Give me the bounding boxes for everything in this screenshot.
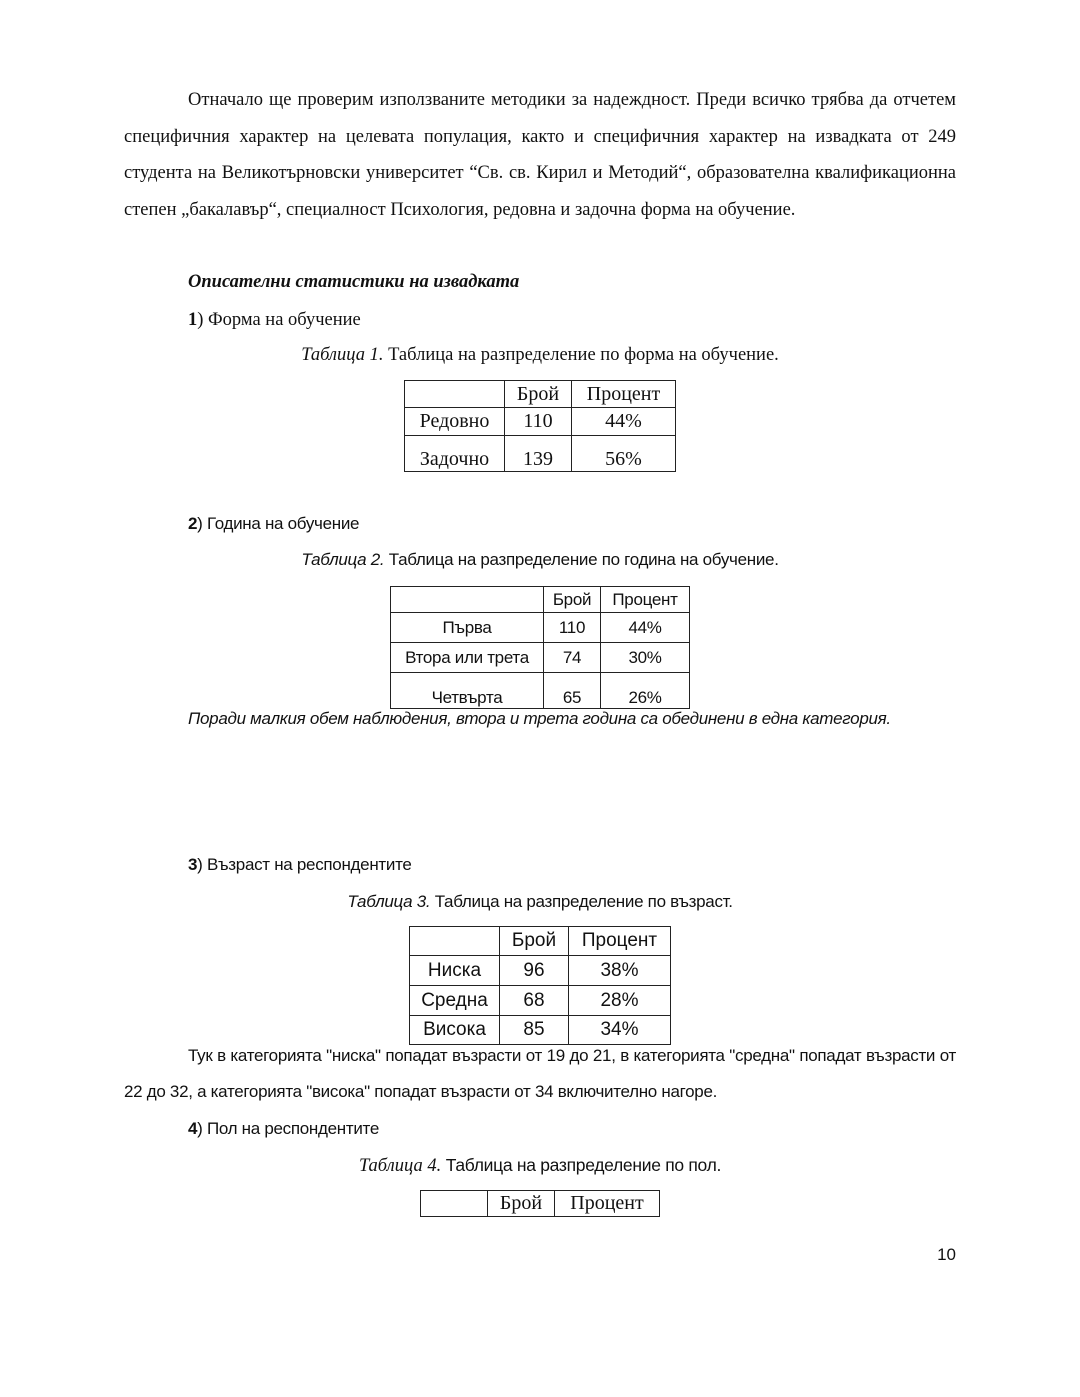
- table-row: [410, 986, 671, 1016]
- table-cell: Ниска: [410, 956, 500, 986]
- age-explanation: Тук в категорията "ниска" попадат възрасти от 19 до 21, в категорията "средна" попадат възрасти от 22 до 32, а категорията "висока" попадат възрасти от 34 включително нагоре.: [124, 1046, 956, 1101]
- table2-caption-text: Таблица на разпределение по година на обучение.: [384, 550, 779, 569]
- table-cell: 38%: [569, 956, 671, 986]
- table-cell: Задочно: [405, 436, 505, 472]
- table-cell: 110: [544, 613, 601, 643]
- table-header-row: [410, 927, 671, 956]
- table-header-cell: [405, 381, 505, 408]
- table-row: [391, 673, 690, 709]
- table-header-cell: Процент: [601, 587, 690, 613]
- table-row: [391, 613, 690, 643]
- table-cell: 139: [505, 436, 572, 472]
- table1-caption: [0, 345, 1080, 366]
- table1-caption-label: Таблица 1.: [301, 345, 384, 365]
- table4-caption-text: Таблица на разпределение по пол.: [441, 1155, 722, 1175]
- table-cell: Висока: [410, 1016, 500, 1045]
- table1-caption-text: Таблица на разпределение по форма на обучение.: [383, 345, 779, 365]
- section3-heading: [188, 855, 412, 875]
- section2-heading: [188, 514, 359, 534]
- table-header-cell: Процент: [572, 381, 676, 408]
- section3-number: 3: [188, 855, 198, 874]
- section-heading: Описателни статистики на извадката: [188, 272, 520, 292]
- table-header-cell: [391, 587, 544, 613]
- table2-caption: [0, 550, 1080, 570]
- table-cell: 56%: [572, 436, 676, 472]
- table-cell: Първа: [391, 613, 544, 643]
- table-row: [405, 436, 676, 472]
- table1: [404, 380, 676, 472]
- table4-caption-label: Таблица 4.: [358, 1156, 442, 1176]
- page-number: 10: [937, 1245, 956, 1264]
- table3-caption-label: Таблица 3.: [347, 892, 431, 911]
- table-cell: 96: [500, 956, 569, 986]
- table-cell: 34%: [569, 1016, 671, 1045]
- section4-heading: [188, 1119, 379, 1139]
- table-row: [410, 956, 671, 986]
- table-cell: 28%: [569, 986, 671, 1016]
- table-cell: 44%: [572, 408, 676, 436]
- table-header-cell: Процент: [569, 927, 671, 956]
- table-header-row: [421, 1191, 660, 1217]
- table4: [420, 1190, 660, 1217]
- section1-number: 1: [188, 310, 198, 330]
- table-cell: 74: [544, 643, 601, 673]
- table-header-row: [391, 587, 690, 613]
- table-cell: Средна: [410, 986, 500, 1016]
- table3: [409, 926, 671, 1045]
- section1-heading: [188, 310, 361, 331]
- table-row: [391, 643, 690, 673]
- section3-title: ) Възраст на респондентите: [197, 855, 412, 874]
- section2-number: 2: [188, 514, 198, 533]
- table-header-cell: [421, 1191, 488, 1217]
- table2-caption-label: Таблица 2.: [301, 550, 385, 569]
- table-cell: 68: [500, 986, 569, 1016]
- section2-title: ) Година на обучение: [197, 514, 360, 533]
- table-cell: 110: [505, 408, 572, 436]
- table-header-cell: [410, 927, 500, 956]
- table-header-cell: Брой: [488, 1191, 555, 1217]
- table-header-cell: Брой: [500, 927, 569, 956]
- table2-note: Поради малкия обем наблюдения, втора и трета година са обединени в една категория.: [188, 709, 891, 728]
- table-cell: 26%: [601, 673, 690, 709]
- section1-title: ) Форма на обучение: [197, 310, 361, 330]
- table-cell: 65: [544, 673, 601, 709]
- table-cell: Втора или трета: [391, 643, 544, 673]
- table-header-cell: Брой: [544, 587, 601, 613]
- table3-caption: [0, 892, 1080, 912]
- table-cell: Редовно: [405, 408, 505, 436]
- intro-paragraph: Отначало ще проверим използваните методики за надеждност. Преди всичко трябва да отчетем специфичния характер на целевата популация, както и специфичния характер на извадката от 249 студента на Великотърновски университет “Св. св. Кирил и Методий“, образователна квалификационна степен „бакалавър“, специалност Психология, редовна и задочна форма на обучение.: [124, 90, 956, 220]
- table2: [390, 586, 690, 709]
- table-header-row: [405, 381, 676, 408]
- table-cell: 30%: [601, 643, 690, 673]
- table-header-cell: Брой: [505, 381, 572, 408]
- table-cell: 85: [500, 1016, 569, 1045]
- table-cell: 44%: [601, 613, 690, 643]
- table-header-cell: Процент: [555, 1191, 660, 1217]
- section4-title: ) Пол на респондентите: [197, 1119, 380, 1138]
- table4-caption: [0, 1155, 1080, 1177]
- section4-number: 4: [188, 1119, 198, 1138]
- table-cell: Четвърта: [391, 673, 544, 709]
- table3-caption-text: Таблица на разпределение по възраст.: [430, 892, 733, 911]
- table-row: [405, 408, 676, 436]
